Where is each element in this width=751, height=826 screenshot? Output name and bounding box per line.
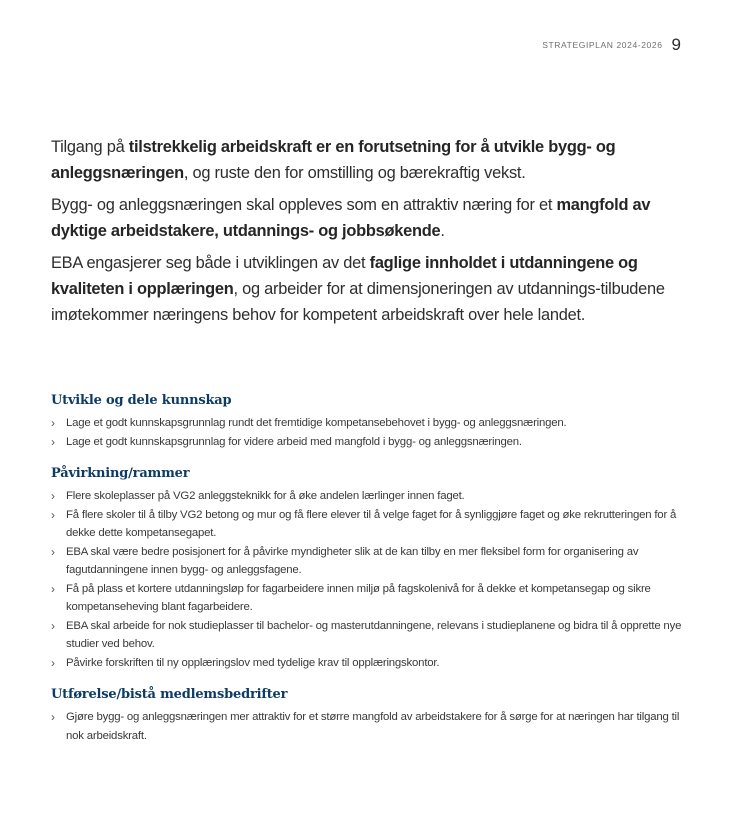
chevron-right-icon: › <box>51 507 55 522</box>
goal-sections <box>51 392 691 759</box>
intro-paragraph-3 <box>51 250 691 328</box>
list-item-text: Lage et godt kunnskapsgrunnlag for videre arbeid med mangfold i bygg- og anleggsnæringen. <box>66 435 522 448</box>
list-item-text: Flere skoleplasser på VG2 anleggsteknikk for å øke andelen lærlinger innen faget. <box>66 490 465 502</box>
section-pavirkning-rammer <box>51 465 691 672</box>
bullet-list <box>51 708 691 745</box>
text-span: Bygg- og anleggsnæringen skal oppleves som en attraktiv næring for et <box>51 196 557 214</box>
intro-paragraph-2 <box>51 192 691 244</box>
list-item-text: Få på plass et kortere utdanningsløp for fagarbeidere innen miljø på fagskolenivå for å dekke et kompetansegap og sikre kompetanseheving blant fagarbeidere. <box>66 582 651 613</box>
list-item <box>51 487 691 506</box>
list-item <box>51 414 691 433</box>
document-title: STRATEGIPLAN 2024-2026 <box>542 40 663 50</box>
page-number: 9 <box>671 35 681 54</box>
section-utforelse-bista-medlemsbedrifter <box>51 686 691 745</box>
text-span: . <box>440 222 445 240</box>
list-item <box>51 654 691 673</box>
bullet-list <box>51 414 691 451</box>
list-item-text: Påvirke forskriften til ny opplæringslov med tydelige krav til opplæringskontor. <box>66 656 440 669</box>
list-item-text: Få flere skoler til å tilby VG2 betong og mur og få flere elever til å velge faget for å synliggjøre faget og øke rekrutteringen for å dekke dette kompetansegapet. <box>66 508 677 539</box>
page-header <box>542 33 681 53</box>
emphasis-text: tilstrekkelig arbeidskraft er en forutsetning for å utvikle bygg- og anleggsnæringen <box>51 138 616 182</box>
intro-paragraph-1 <box>51 134 691 186</box>
chevron-right-icon: › <box>51 434 55 449</box>
list-item-text: EBA skal være bedre posisjonert for å påvirke myndigheter slik at de kan tilby en mer fleksibel form for organisering av fagutdanningene innen bygg- og anleggsfagene. <box>66 545 639 576</box>
section-utvikle-og-dele-kunnskap <box>51 392 691 451</box>
list-item <box>51 433 691 452</box>
text-span: , og arbeider for at dimensjoneringen av utdannings-tilbudene imøtekommer næringens behov for kompetent arbeidskraft over hele landet. <box>51 280 665 324</box>
list-item <box>51 617 691 654</box>
intro-text <box>51 134 691 334</box>
list-item <box>51 708 691 745</box>
emphasis-text: mangfold av dyktige arbeidstakere, utdannings- og jobbsøkende <box>51 196 651 240</box>
section-heading: Utførelse/bistå medlemsbedrifter <box>51 687 288 702</box>
chevron-right-icon: › <box>51 489 55 503</box>
list-item <box>51 543 691 580</box>
chevron-right-icon: › <box>51 710 55 724</box>
list-item-text: Gjøre bygg- og anleggsnæringen mer attraktiv for et større mangfold av arbeidstakere for å sørge for at næringen har tilgang til nok arbeidskraft. <box>66 711 680 742</box>
text-span: , og ruste den for omstilling og bærekraftig vekst. <box>183 164 526 182</box>
text-span: EBA engasjerer seg både i utviklingen av det <box>51 254 370 272</box>
section-heading: Utvikle og dele kunnskap <box>51 393 232 408</box>
chevron-right-icon: › <box>51 416 55 430</box>
emphasis-text: faglige innholdet i utdanningene og kvaliteten i opplæringen <box>51 254 638 298</box>
chevron-right-icon: › <box>51 618 55 633</box>
chevron-right-icon: › <box>51 655 55 670</box>
list-item <box>51 580 691 617</box>
chevron-right-icon: › <box>51 581 55 596</box>
section-heading: Påvirkning/rammer <box>51 466 190 481</box>
list-item-text: Lage et godt kunnskapsgrunnlag rundt det fremtidige kompetansebehovet i bygg- og anleggsnæringen. <box>66 417 567 429</box>
chevron-right-icon: › <box>51 544 55 559</box>
list-item <box>51 506 691 543</box>
text-span: Tilgang på <box>51 138 129 156</box>
bullet-list <box>51 487 691 672</box>
list-item-text: EBA skal arbeide for nok studieplasser til bachelor- og masterutdanningene, relevans i studieplanene og bidra til å opprette nye studier ved behov. <box>66 619 682 650</box>
